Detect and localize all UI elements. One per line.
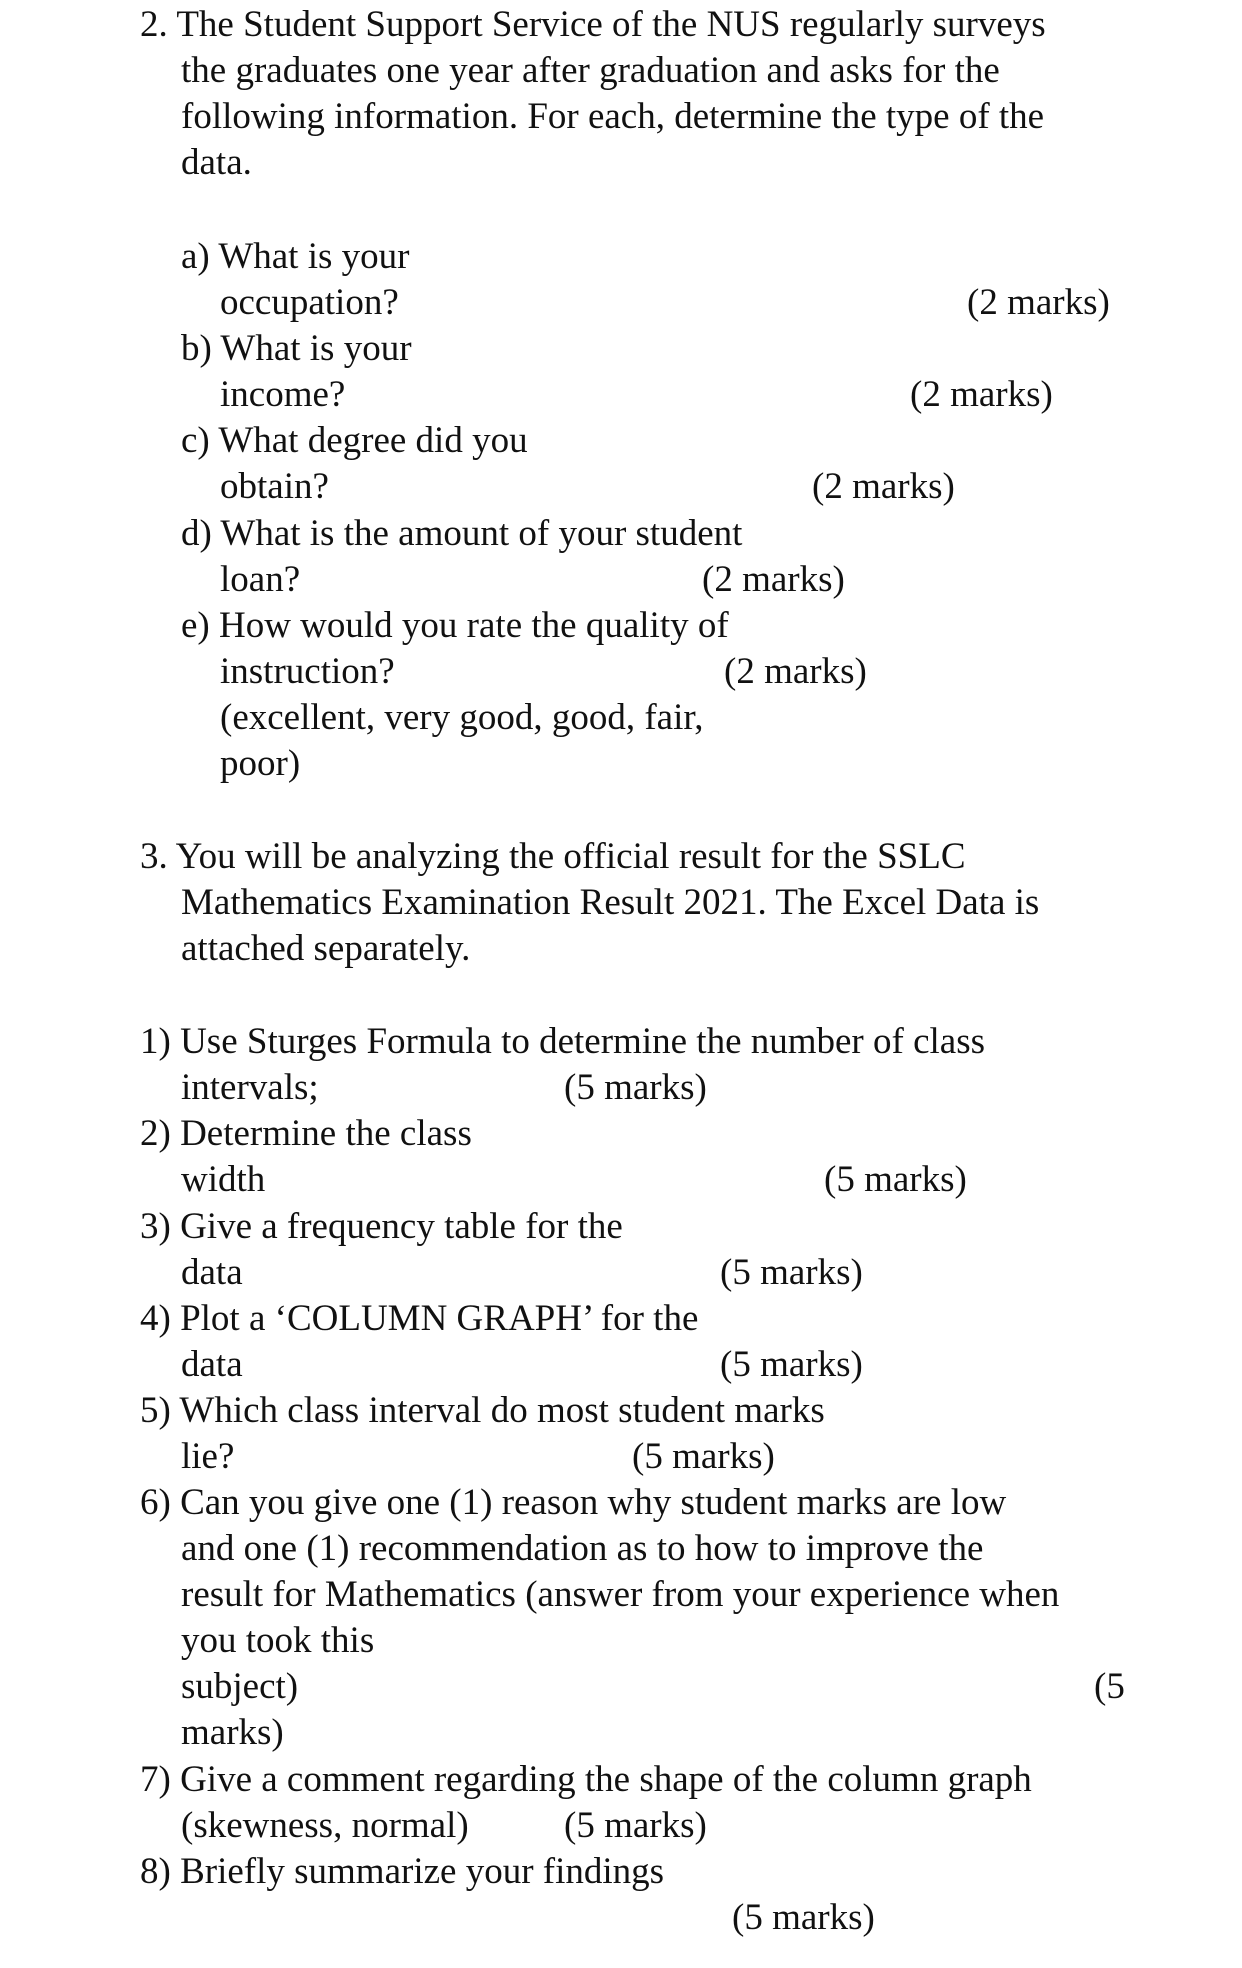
q2-stem-line: following information. For each, determine the type of the	[181, 96, 1045, 137]
q3-task-1-marks: (5 marks)	[564, 1067, 707, 1108]
q3-task-4-line: data	[181, 1344, 243, 1385]
q3-task-3-line: 3) Give a frequency table for the	[140, 1206, 623, 1247]
q2-part-b-line: b) What is your	[181, 328, 412, 369]
q3-stem-line: 3. You will be analyzing the official result for the SSLC	[140, 836, 966, 877]
q3-task-4-line: 4) Plot a ‘COLUMN GRAPH’ for the	[140, 1298, 699, 1339]
q2-stem-line: 2. The Student Support Service of the NUS regularly surveys	[140, 4, 1046, 45]
q3-task-6-line: and one (1) recommendation as to how to improve the	[181, 1528, 984, 1569]
q3-task-6-marks: (5	[1094, 1666, 1125, 1707]
q2-part-c-line: c) What degree did you	[181, 420, 528, 461]
q3-task-6-line: result for Mathematics (answer from your experience when	[181, 1574, 1060, 1615]
q2-stem-line: the graduates one year after graduation and asks for the	[181, 50, 1000, 91]
q2-stem-line: data.	[181, 142, 252, 183]
q2-part-e-marks: (2 marks)	[724, 651, 867, 692]
q3-task-4-marks: (5 marks)	[720, 1344, 863, 1385]
q2-part-b-marks: (2 marks)	[910, 374, 1053, 415]
q2-part-d-line: d) What is the amount of your student	[181, 513, 743, 554]
q2-part-b-line: income?	[220, 374, 346, 415]
q3-task-6-line: marks)	[181, 1712, 284, 1753]
q3-stem-line: Mathematics Examination Result 2021. The Excel Data is	[181, 882, 1040, 923]
q3-task-5-line: 5) Which class interval do most student marks	[140, 1390, 825, 1431]
q3-task-2-line: width	[181, 1159, 266, 1200]
q3-task-6-line: 6) Can you give one (1) reason why student marks are low	[140, 1482, 1007, 1523]
q3-task-3-line: data	[181, 1252, 243, 1293]
q2-part-d-marks: (2 marks)	[702, 559, 845, 600]
q2-part-e-line: e) How would you rate the quality of	[181, 605, 729, 646]
q3-stem-line: attached separately.	[181, 928, 471, 969]
q2-part-e-line: poor)	[220, 743, 301, 784]
q2-part-d-line: loan?	[220, 559, 301, 600]
q2-part-a-line: a) What is your	[181, 236, 410, 277]
q2-part-e-line: (excellent, very good, good, fair,	[220, 697, 704, 738]
q3-task-8-marks: (5 marks)	[732, 1897, 875, 1938]
q3-task-1-line: intervals;	[181, 1067, 319, 1108]
q3-task-5-line: lie?	[181, 1436, 235, 1477]
q3-task-7-line: (skewness, normal)	[181, 1805, 469, 1846]
q2-part-c-line: obtain?	[220, 466, 329, 507]
q3-task-1-line: 1) Use Sturges Formula to determine the number of class	[140, 1021, 986, 1062]
q3-task-6-line: subject)	[181, 1666, 299, 1707]
q3-task-6-line: you took this	[181, 1620, 375, 1661]
q2-part-c-marks: (2 marks)	[812, 466, 955, 507]
q3-task-2-marks: (5 marks)	[824, 1159, 967, 1200]
q2-part-a-marks: (2 marks)	[967, 282, 1110, 323]
q2-part-a-line: occupation?	[220, 282, 399, 323]
q3-task-2-line: 2) Determine the class	[140, 1113, 472, 1154]
q3-task-7-line: 7) Give a comment regarding the shape of the column graph	[140, 1759, 1032, 1800]
q3-task-5-marks: (5 marks)	[632, 1436, 775, 1477]
q3-task-8-line: 8) Briefly summarize your findings	[140, 1851, 665, 1892]
q3-task-7-marks: (5 marks)	[564, 1805, 707, 1846]
q3-task-3-marks: (5 marks)	[720, 1252, 863, 1293]
q2-part-e-line: instruction?	[220, 651, 395, 692]
